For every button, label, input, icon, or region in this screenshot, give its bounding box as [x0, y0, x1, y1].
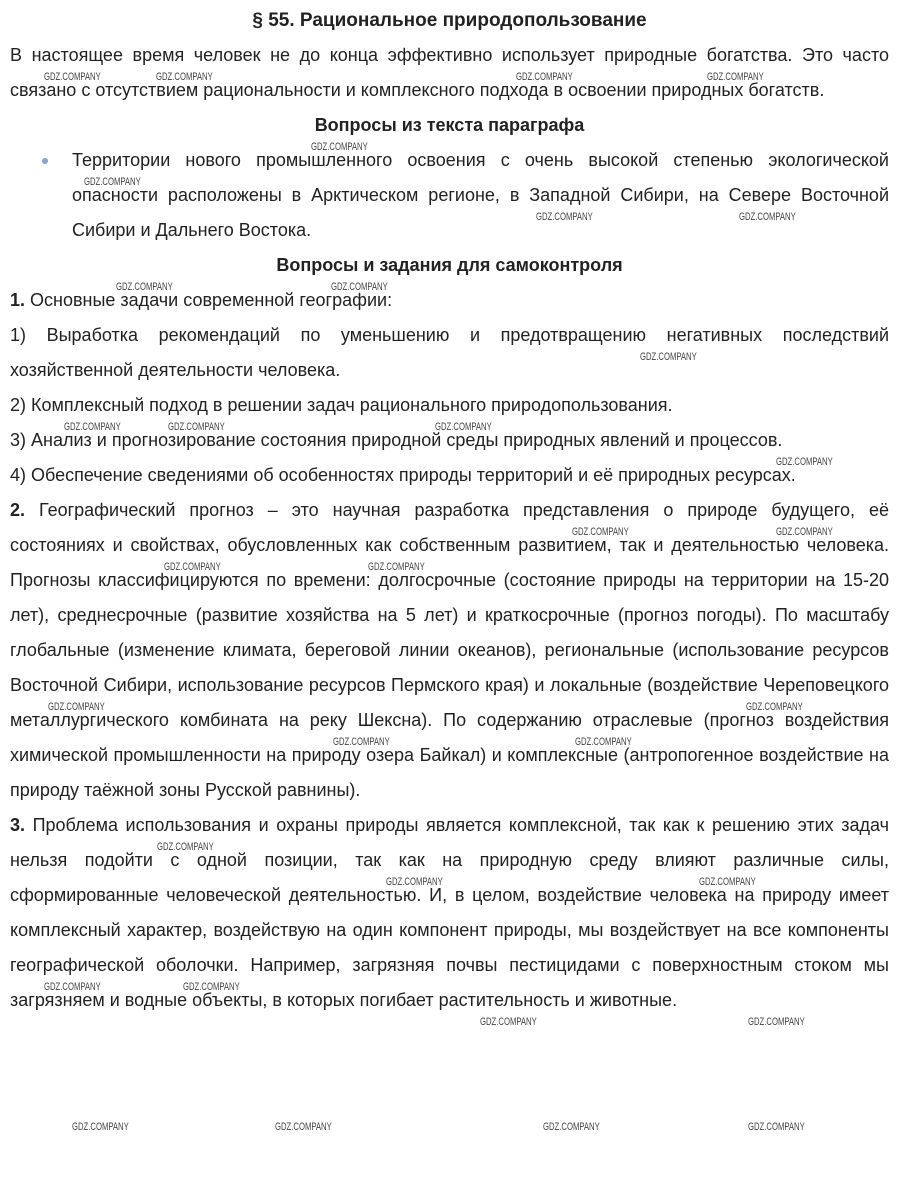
question-2 [10, 493, 889, 808]
watermark: GDZ.COMPANY [168, 421, 225, 433]
answer-item: 4) Обеспечение сведениями об особенностях природы территорий и её природных ресурсах. [10, 465, 796, 485]
watermark: GDZ.COMPANY [435, 421, 492, 433]
answer-item: 2) Комплексный подход в решении задач рационального природопользования. [10, 395, 673, 415]
watermark: GDZ.COMPANY [164, 561, 221, 573]
watermark: GDZ.COMPANY [386, 876, 443, 888]
watermark: GDZ.COMPANY [776, 456, 833, 468]
question-number: 3. [10, 815, 26, 835]
answer-item: 3) Анализ и прогнозирование состояния природной среды природных явлений и процессов. [10, 430, 783, 450]
document-page [10, 4, 889, 1018]
watermark: GDZ.COMPANY [746, 701, 803, 713]
watermark: GDZ.COMPANY [543, 1121, 600, 1133]
watermark: GDZ.COMPANY [311, 141, 368, 153]
watermark: GDZ.COMPANY [331, 281, 388, 293]
watermark: GDZ.COMPANY [48, 701, 105, 713]
question-text: Географический прогноз – это научная разработка представления о природе будущего, её состояниях и свойствах, обусловленных как собственным развитием, так и деятельностью человека. Прогнозы классифицируются по времени: долгосрочные (состояние природы на территории на 15-20 лет), среднесрочные (развитие хозяйства на 5 лет) и краткосрочные (прогноз погоды). По масштабу глобальные (изменение климата, береговой линии океанов), региональные (использование ресурсов Восточной Сибири, использование ресурсов Пермского края) и локальные (воздействие Череповецкого металлургического комбината на реку Шексна). По содержанию отраслевые (прогноз воздействия химической промышленности на природу озера Байкал) и комплексные (антропогенное воздействие на природу таёжной зоны Русской равнины). [10, 500, 889, 800]
section-heading-text-questions: Вопросы из текста параграфа [314, 115, 585, 135]
watermark: GDZ.COMPANY [640, 351, 697, 363]
watermark: GDZ.COMPANY [480, 1016, 537, 1028]
watermark: GDZ.COMPANY [368, 561, 425, 573]
question-number: 1. [10, 290, 26, 310]
question-text: Проблема использования и охраны природы является комплексной, так как к решению этих задач нельзя подойти с одной позиции, так как на природную среду влияют различные силы, сформированные человеческой деятельностью. И, в целом, воздействие человека на природу имеет комплексный характер, воздействую на один компонент природы, мы воздействует на все компоненты географической оболочки. Например, загрязняя почвы пестицидами с поверхностным стоком мы загрязняем и водные объекты, в которых погибает растительность и животные. [10, 815, 889, 1010]
watermark: GDZ.COMPANY [157, 841, 214, 853]
intro-paragraph: В настоящее время человек не до конца эффективно использует природные богатства. Это часто связано с отсутствием рациональности и комплексного подхода в освоении природных богатств. [10, 45, 889, 100]
watermark: GDZ.COMPANY [72, 1121, 129, 1133]
watermark: GDZ.COMPANY [748, 1121, 805, 1133]
watermark: GDZ.COMPANY [739, 211, 796, 223]
bullet-list [10, 143, 889, 248]
watermark: GDZ.COMPANY [516, 71, 573, 83]
watermark: GDZ.COMPANY [64, 421, 121, 433]
watermark: GDZ.COMPANY [575, 736, 632, 748]
watermark: GDZ.COMPANY [116, 281, 173, 293]
section-heading-self-control: Вопросы и задания для самоконтроля [276, 255, 623, 275]
answer-item: 1) Выработка рекомендаций по уменьшению и предотвращению негативных последствий хозяйственной деятельности человека. [10, 325, 889, 380]
watermark: GDZ.COMPANY [84, 176, 141, 188]
list-item: Территории нового промышленного освоения с очень высокой степенью экологической опасности расположены в Арктическом регионе, в Западной Сибири, на Севере Восточной Сибири и Дальнего Востока. [72, 143, 889, 248]
watermark: GDZ.COMPANY [776, 526, 833, 538]
question-3 [10, 808, 889, 1018]
watermark: GDZ.COMPANY [44, 71, 101, 83]
question-number: 2. [10, 500, 26, 520]
page-title: § 55. Рациональное природопользование [252, 10, 647, 31]
question-text: Основные задачи современной географии: [25, 290, 393, 310]
watermark: GDZ.COMPANY [183, 981, 240, 993]
watermark: GDZ.COMPANY [275, 1121, 332, 1133]
watermark: GDZ.COMPANY [707, 71, 764, 83]
watermark: GDZ.COMPANY [699, 876, 756, 888]
watermark: GDZ.COMPANY [572, 526, 629, 538]
watermark: GDZ.COMPANY [536, 211, 593, 223]
watermark: GDZ.COMPANY [748, 1016, 805, 1028]
watermark: GDZ.COMPANY [333, 736, 390, 748]
watermark: GDZ.COMPANY [156, 71, 213, 83]
watermark: GDZ.COMPANY [44, 981, 101, 993]
